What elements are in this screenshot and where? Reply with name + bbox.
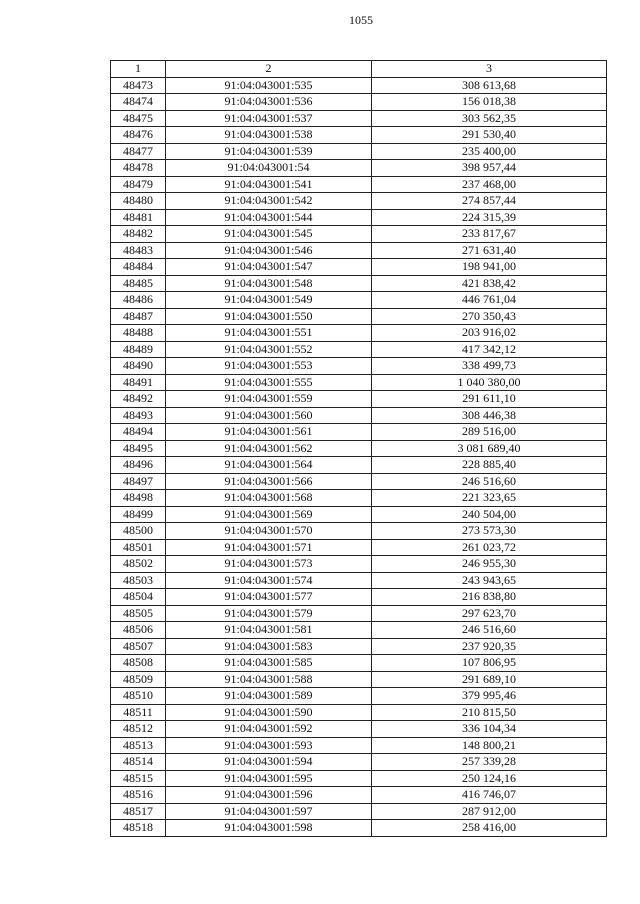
- cadastral-number-cell: 91:04:043001:550: [166, 308, 372, 325]
- value-cell: 291 611,10: [372, 391, 607, 408]
- cadastral-number-cell: 91:04:043001:537: [166, 110, 372, 127]
- table-row: [111, 407, 607, 424]
- table-body: [111, 77, 607, 836]
- cadastral-number-cell: 91:04:043001:553: [166, 358, 372, 375]
- table-row: [111, 176, 607, 193]
- value-cell: 258 416,00: [372, 820, 607, 837]
- row-number-cell: 48516: [111, 787, 166, 804]
- row-number-cell: 48495: [111, 440, 166, 457]
- row-number-cell: 48511: [111, 704, 166, 721]
- cadastral-number-cell: 91:04:043001:538: [166, 127, 372, 144]
- table-row: [111, 688, 607, 705]
- cadastral-number-cell: 91:04:043001:545: [166, 226, 372, 243]
- cadastral-number-cell: 91:04:043001:547: [166, 259, 372, 276]
- column-header-1: 1: [111, 61, 166, 78]
- table-row: [111, 770, 607, 787]
- row-number-cell: 48508: [111, 655, 166, 672]
- cadastral-number-cell: 91:04:043001:577: [166, 589, 372, 606]
- table-row: [111, 737, 607, 754]
- cadastral-number-cell: 91:04:043001:54: [166, 160, 372, 177]
- cadastral-number-cell: 91:04:043001:555: [166, 374, 372, 391]
- cadastral-number-cell: 91:04:043001:564: [166, 457, 372, 474]
- cadastral-number-cell: 91:04:043001:569: [166, 506, 372, 523]
- cadastral-number-cell: 91:04:043001:566: [166, 473, 372, 490]
- table-row: [111, 94, 607, 111]
- value-cell: 237 468,00: [372, 176, 607, 193]
- row-number-cell: 48473: [111, 77, 166, 94]
- cadastral-number-cell: 91:04:043001:548: [166, 275, 372, 292]
- table-row: [111, 308, 607, 325]
- value-cell: 287 912,00: [372, 803, 607, 820]
- row-number-cell: 48499: [111, 506, 166, 523]
- row-number-cell: 48483: [111, 242, 166, 259]
- table-row: [111, 473, 607, 490]
- value-cell: 210 815,50: [372, 704, 607, 721]
- cadastral-number-cell: 91:04:043001:574: [166, 572, 372, 589]
- value-cell: 243 943,65: [372, 572, 607, 589]
- row-number-cell: 48501: [111, 539, 166, 556]
- value-cell: 338 499,73: [372, 358, 607, 375]
- table-row: [111, 803, 607, 820]
- cadastral-number-cell: 91:04:043001:570: [166, 523, 372, 540]
- page-number: 1055: [349, 13, 373, 27]
- row-number-cell: 48514: [111, 754, 166, 771]
- value-cell: 203 916,02: [372, 325, 607, 342]
- row-number-cell: 48484: [111, 259, 166, 276]
- table-row: [111, 622, 607, 639]
- row-number-cell: 48515: [111, 770, 166, 787]
- row-number-cell: 48492: [111, 391, 166, 408]
- cadastral-number-cell: 91:04:043001:551: [166, 325, 372, 342]
- row-number-cell: 48497: [111, 473, 166, 490]
- value-cell: 107 806,95: [372, 655, 607, 672]
- row-number-cell: 48481: [111, 209, 166, 226]
- value-cell: 250 124,16: [372, 770, 607, 787]
- table-row: [111, 358, 607, 375]
- cadastral-number-cell: 91:04:043001:562: [166, 440, 372, 457]
- cadastral-number-cell: 91:04:043001:559: [166, 391, 372, 408]
- cadastral-number-cell: 91:04:043001:542: [166, 193, 372, 210]
- table-row: [111, 242, 607, 259]
- table-row: [111, 655, 607, 672]
- row-number-cell: 48477: [111, 143, 166, 160]
- table-header-row: [111, 61, 607, 78]
- table-row: [111, 820, 607, 837]
- cadastral-number-cell: 91:04:043001:549: [166, 292, 372, 309]
- value-cell: 235 400,00: [372, 143, 607, 160]
- row-number-cell: 48504: [111, 589, 166, 606]
- cadastral-number-cell: 91:04:043001:546: [166, 242, 372, 259]
- row-number-cell: 48475: [111, 110, 166, 127]
- value-cell: 416 746,07: [372, 787, 607, 804]
- registry-table: [110, 60, 607, 837]
- value-cell: 224 315,39: [372, 209, 607, 226]
- value-cell: 379 995,46: [372, 688, 607, 705]
- table-row: [111, 638, 607, 655]
- value-cell: 1 040 380,00: [372, 374, 607, 391]
- table-row: [111, 572, 607, 589]
- value-cell: 3 081 689,40: [372, 440, 607, 457]
- table-row: [111, 671, 607, 688]
- table-row: [111, 721, 607, 738]
- cadastral-number-cell: 91:04:043001:539: [166, 143, 372, 160]
- row-number-cell: 48490: [111, 358, 166, 375]
- value-cell: 336 104,34: [372, 721, 607, 738]
- cadastral-number-cell: 91:04:043001:573: [166, 556, 372, 573]
- value-cell: 233 817,67: [372, 226, 607, 243]
- value-cell: 257 339,28: [372, 754, 607, 771]
- row-number-cell: 48503: [111, 572, 166, 589]
- value-cell: 303 562,35: [372, 110, 607, 127]
- cadastral-number-cell: 91:04:043001:596: [166, 787, 372, 804]
- row-number-cell: 48510: [111, 688, 166, 705]
- cadastral-number-cell: 91:04:043001:589: [166, 688, 372, 705]
- value-cell: 417 342,12: [372, 341, 607, 358]
- cadastral-number-cell: 91:04:043001:581: [166, 622, 372, 639]
- table-row: [111, 325, 607, 342]
- row-number-cell: 48509: [111, 671, 166, 688]
- table-row: [111, 259, 607, 276]
- value-cell: 289 516,00: [372, 424, 607, 441]
- cadastral-number-cell: 91:04:043001:592: [166, 721, 372, 738]
- row-number-cell: 48500: [111, 523, 166, 540]
- cadastral-number-cell: 91:04:043001:593: [166, 737, 372, 754]
- row-number-cell: 48496: [111, 457, 166, 474]
- row-number-cell: 48506: [111, 622, 166, 639]
- value-cell: 421 838,42: [372, 275, 607, 292]
- cadastral-number-cell: 91:04:043001:568: [166, 490, 372, 507]
- table-row: [111, 160, 607, 177]
- table-row: [111, 556, 607, 573]
- row-number-cell: 48476: [111, 127, 166, 144]
- cadastral-number-cell: 91:04:043001:560: [166, 407, 372, 424]
- row-number-cell: 48493: [111, 407, 166, 424]
- value-cell: 308 613,68: [372, 77, 607, 94]
- cadastral-number-cell: 91:04:043001:598: [166, 820, 372, 837]
- cadastral-number-cell: 91:04:043001:595: [166, 770, 372, 787]
- row-number-cell: 48489: [111, 341, 166, 358]
- cadastral-number-cell: 91:04:043001:535: [166, 77, 372, 94]
- row-number-cell: 48513: [111, 737, 166, 754]
- table-row: [111, 143, 607, 160]
- cadastral-number-cell: 91:04:043001:561: [166, 424, 372, 441]
- table-row: [111, 589, 607, 606]
- cadastral-number-cell: 91:04:043001:597: [166, 803, 372, 820]
- row-number-cell: 48491: [111, 374, 166, 391]
- value-cell: 273 573,30: [372, 523, 607, 540]
- table-row: [111, 193, 607, 210]
- table-row: [111, 523, 607, 540]
- value-cell: 270 350,43: [372, 308, 607, 325]
- cadastral-number-cell: 91:04:043001:588: [166, 671, 372, 688]
- value-cell: 246 516,60: [372, 622, 607, 639]
- row-number-cell: 48479: [111, 176, 166, 193]
- cadastral-number-cell: 91:04:043001:541: [166, 176, 372, 193]
- cadastral-number-cell: 91:04:043001:579: [166, 605, 372, 622]
- value-cell: 221 323,65: [372, 490, 607, 507]
- row-number-cell: 48478: [111, 160, 166, 177]
- table-row: [111, 424, 607, 441]
- value-cell: 246 516,60: [372, 473, 607, 490]
- column-header-3: 3: [372, 61, 607, 78]
- table-row: [111, 127, 607, 144]
- cadastral-number-cell: 91:04:043001:594: [166, 754, 372, 771]
- table-row: [111, 209, 607, 226]
- table-row: [111, 226, 607, 243]
- table-row: [111, 341, 607, 358]
- table-row: [111, 490, 607, 507]
- value-cell: 291 530,40: [372, 127, 607, 144]
- row-number-cell: 48498: [111, 490, 166, 507]
- value-cell: 228 885,40: [372, 457, 607, 474]
- row-number-cell: 48512: [111, 721, 166, 738]
- value-cell: 246 955,30: [372, 556, 607, 573]
- row-number-cell: 48474: [111, 94, 166, 111]
- value-cell: 237 920,35: [372, 638, 607, 655]
- row-number-cell: 48482: [111, 226, 166, 243]
- row-number-cell: 48494: [111, 424, 166, 441]
- cadastral-number-cell: 91:04:043001:583: [166, 638, 372, 655]
- value-cell: 148 800,21: [372, 737, 607, 754]
- table-row: [111, 605, 607, 622]
- table-row: [111, 110, 607, 127]
- value-cell: 446 761,04: [372, 292, 607, 309]
- row-number-cell: 48517: [111, 803, 166, 820]
- table-row: [111, 440, 607, 457]
- row-number-cell: 48505: [111, 605, 166, 622]
- cadastral-number-cell: 91:04:043001:544: [166, 209, 372, 226]
- row-number-cell: 48518: [111, 820, 166, 837]
- table-row: [111, 704, 607, 721]
- table-row: [111, 292, 607, 309]
- column-header-2: 2: [166, 61, 372, 78]
- cadastral-number-cell: 91:04:043001:590: [166, 704, 372, 721]
- cadastral-number-cell: 91:04:043001:571: [166, 539, 372, 556]
- value-cell: 240 504,00: [372, 506, 607, 523]
- row-number-cell: 48486: [111, 292, 166, 309]
- table-row: [111, 539, 607, 556]
- row-number-cell: 48502: [111, 556, 166, 573]
- table-row: [111, 506, 607, 523]
- table-row: [111, 77, 607, 94]
- row-number-cell: 48480: [111, 193, 166, 210]
- table-row: [111, 391, 607, 408]
- table-row: [111, 275, 607, 292]
- table-row: [111, 457, 607, 474]
- value-cell: 271 631,40: [372, 242, 607, 259]
- value-cell: 297 623,70: [372, 605, 607, 622]
- row-number-cell: 48507: [111, 638, 166, 655]
- value-cell: 261 023,72: [372, 539, 607, 556]
- value-cell: 156 018,38: [372, 94, 607, 111]
- value-cell: 291 689,10: [372, 671, 607, 688]
- row-number-cell: 48487: [111, 308, 166, 325]
- value-cell: 216 838,80: [372, 589, 607, 606]
- table-row: [111, 374, 607, 391]
- cadastral-number-cell: 91:04:043001:536: [166, 94, 372, 111]
- row-number-cell: 48488: [111, 325, 166, 342]
- value-cell: 198 941,00: [372, 259, 607, 276]
- row-number-cell: 48485: [111, 275, 166, 292]
- cadastral-number-cell: 91:04:043001:585: [166, 655, 372, 672]
- table-row: [111, 754, 607, 771]
- value-cell: 398 957,44: [372, 160, 607, 177]
- cadastral-number-cell: 91:04:043001:552: [166, 341, 372, 358]
- value-cell: 308 446,38: [372, 407, 607, 424]
- value-cell: 274 857,44: [372, 193, 607, 210]
- table-row: [111, 787, 607, 804]
